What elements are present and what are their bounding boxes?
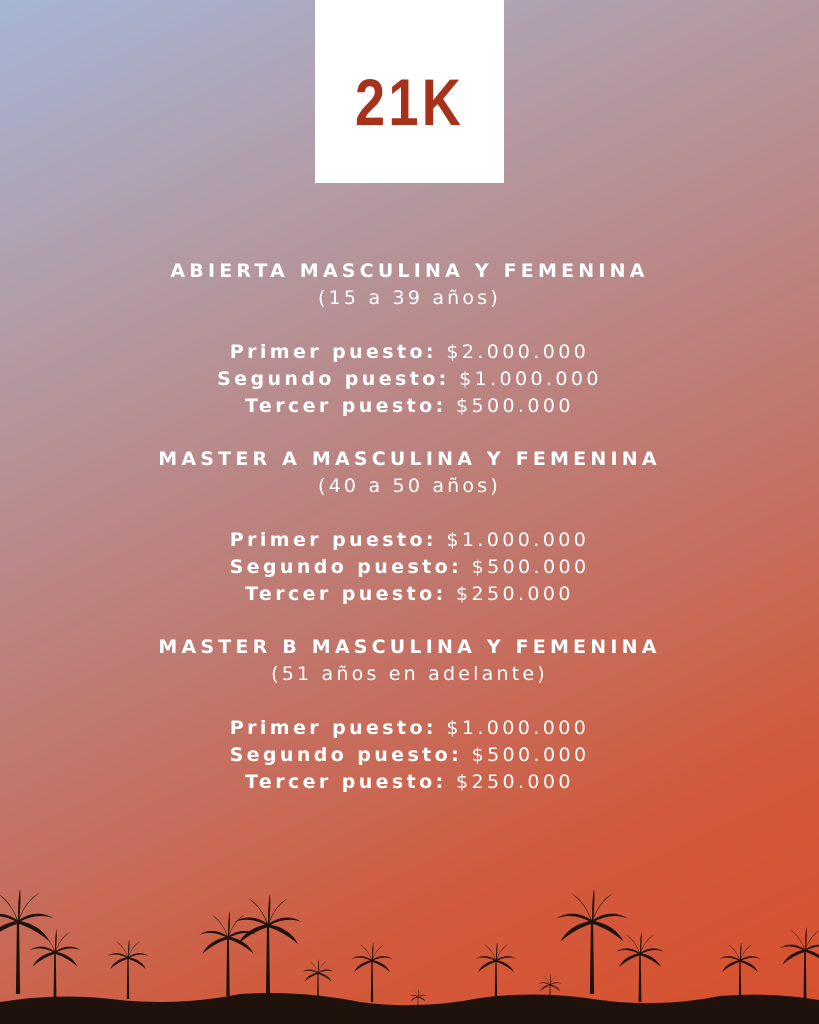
prize-amount: $250.000 — [456, 583, 574, 605]
prize-amount: $500.000 — [471, 744, 590, 766]
prize-first — [0, 527, 819, 554]
prize-second — [0, 554, 819, 581]
category-master-a — [0, 446, 819, 608]
category-age-range: (15 a 39 años) — [318, 287, 501, 309]
prize-label: Segundo puesto: — [217, 368, 450, 390]
category-title: ABIERTA MASCULINA Y FEMENINA — [170, 260, 649, 282]
prize-label: Tercer puesto: — [245, 771, 447, 793]
palm-trees-silhouette — [0, 844, 819, 1024]
prize-list — [0, 258, 819, 822]
prize-third — [0, 393, 819, 420]
category-master-b — [0, 634, 819, 796]
prize-first — [0, 339, 819, 366]
category-abierta — [0, 258, 819, 420]
prize-label: Segundo puesto: — [229, 556, 463, 578]
prize-label: Primer puesto: — [229, 717, 437, 739]
prize-second — [0, 742, 819, 769]
prize-third — [0, 581, 819, 608]
category-age-range: (51 años en adelante) — [271, 663, 548, 685]
prize-amount: $2.000.000 — [446, 341, 590, 363]
prize-amount: $500.000 — [456, 395, 574, 417]
prize-label: Tercer puesto: — [245, 583, 447, 605]
palm-group — [0, 889, 819, 1014]
prize-label: Segundo puesto: — [229, 744, 463, 766]
prize-label: Primer puesto: — [229, 341, 437, 363]
distance-badge — [315, 0, 504, 183]
category-age-range: (40 a 50 años) — [318, 475, 501, 497]
prize-first — [0, 715, 819, 742]
prize-amount: $1.000.000 — [446, 717, 590, 739]
prize-label: Primer puesto: — [229, 529, 437, 551]
ground — [0, 993, 819, 1024]
prize-second — [0, 366, 819, 393]
distance-label: 21K — [354, 64, 465, 139]
category-title: MASTER B MASCULINA Y FEMENINA — [158, 636, 661, 658]
prize-amount: $1.000.000 — [446, 529, 590, 551]
prize-label: Tercer puesto: — [245, 395, 447, 417]
prize-amount: $1.000.000 — [459, 368, 602, 390]
prize-amount: $500.000 — [471, 556, 590, 578]
category-title: MASTER A MASCULINA Y FEMENINA — [158, 448, 661, 470]
prize-amount: $250.000 — [456, 771, 574, 793]
prize-third — [0, 769, 819, 796]
